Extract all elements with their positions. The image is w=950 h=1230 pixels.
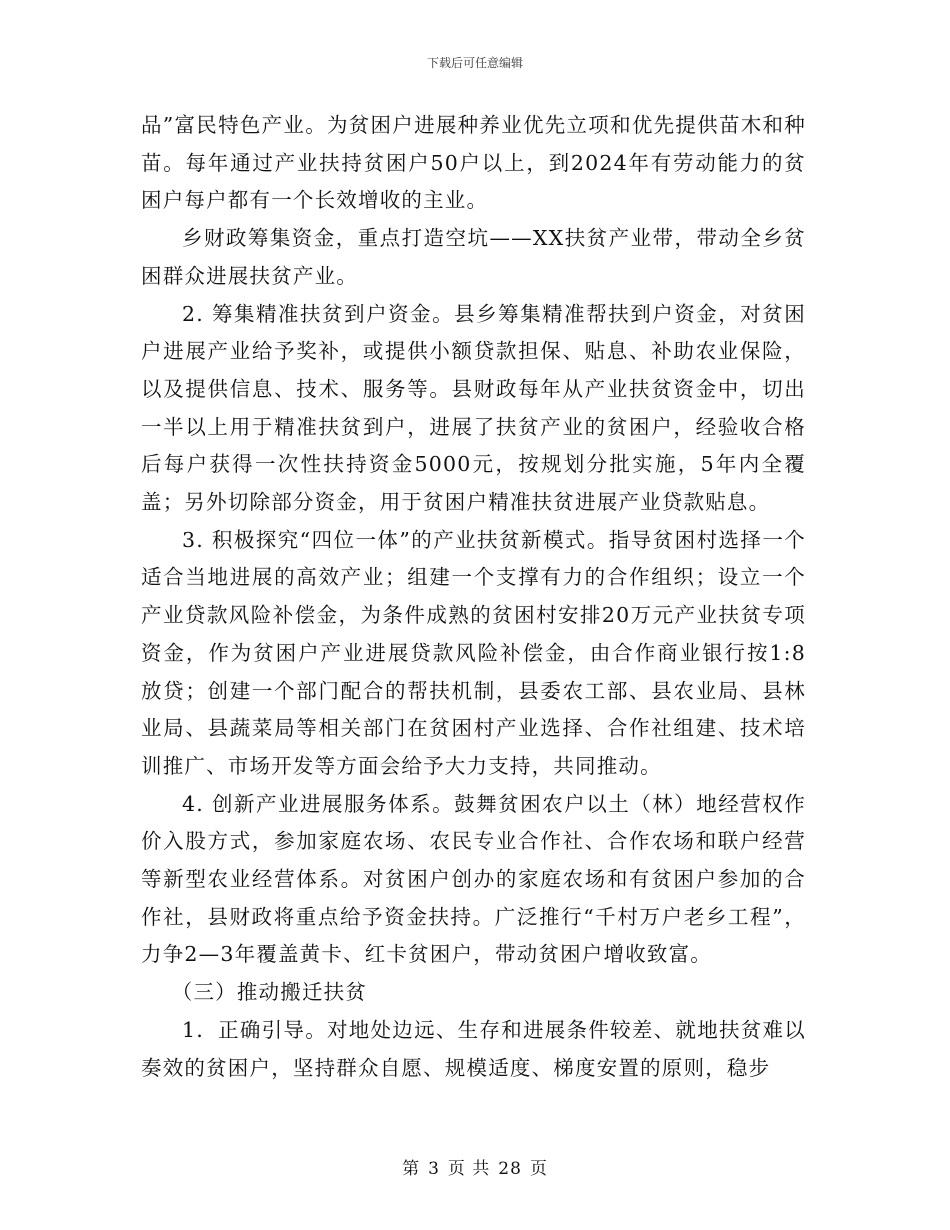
page-footer bbox=[0, 1154, 950, 1179]
footer-suffix: 页 bbox=[529, 1159, 548, 1179]
document-body bbox=[141, 107, 806, 1087]
page-header: 下载后可任意编辑 bbox=[426, 56, 523, 70]
paragraph-township-funds: 乡财政筹集资金，重点打造空坑——XX扶贫产业带，带动全乡贫困群众进展扶贫产业。 bbox=[141, 226, 806, 288]
paragraph-item-4: 4. 创新产业进展服务体系。鼓舞贫困农户以土（林）地经营权作价入股方式，参加家庭农场、农民专业合作社、合作农场和联户经营等新型农业经营体系。对贫困户创办的家庭农场和有贫困户参加的合作社，县财政将重点给予资金扶持。广泛推行“千村万户老乡工程”，力争2—3年覆盖黄卡、红卡贫困户，带动贫困户增收致富。 bbox=[141, 791, 806, 967]
paragraph-item-3: 3. 积极探究“四位一体”的产业扶贫新模式。指导贫困村选择一个适合当地进展的高效产业；组建一个支撑有力的合作组织；设立一个产业贷款风险补偿金，为条件成熟的贫困村安排20万元产业扶贫专项资金，作为贫困户产业进展贷款风险补偿金，由合作商业银行按1:8放贷；创建一个部门配合的帮扶机制，县委农工部、县农业局、县林业局、县蔬菜局等相关部门在贫困村产业选择、合作社组建、技术培训推广、市场开发等方面会给予大力支持，共同推动。 bbox=[141, 527, 806, 778]
footer-page-number: 3 bbox=[428, 1159, 440, 1179]
paragraph-item-2: 2. 筹集精准扶贫到户资金。县乡筹集精准帮扶到户资金，对贫困户进展产业给予奖补，或提供小额贷款担保、贴息、补助农业保险，以及提供信息、技术、服务等。县财政每年从产业扶贫资金中，切出一半以上用于精准扶贫到户，进展了扶贫产业的贫困户，经验收合格后每户获得一次性扶持资金5000元，按规划分批实施，5年内全覆盖；另外切除部分资金，用于贫困户精准扶贫进展产业贷款贴息。 bbox=[141, 301, 806, 515]
footer-mid: 页 共 bbox=[447, 1159, 491, 1179]
paragraph-continued: 品”富民特色产业。为贫困户进展种养业优先立项和优先提供苗木和种苗。每年通过产业扶持贫困户50户以上，到2024年有劳动能力的贫困户每户都有一个长效增收的主业。 bbox=[141, 113, 806, 213]
footer-total-pages: 28 bbox=[498, 1159, 522, 1179]
paragraph-relocation-item-1: 1．正确引导。对地处边远、生存和进展条件较差、就地扶贫难以奏效的贫困户，坚持群众自愿、规模适度、梯度安置的原则，稳步 bbox=[141, 1017, 806, 1080]
footer-prefix: 第 bbox=[402, 1159, 421, 1179]
section-heading-relocation: （三）推动搬迁扶贫 bbox=[171, 980, 368, 1005]
